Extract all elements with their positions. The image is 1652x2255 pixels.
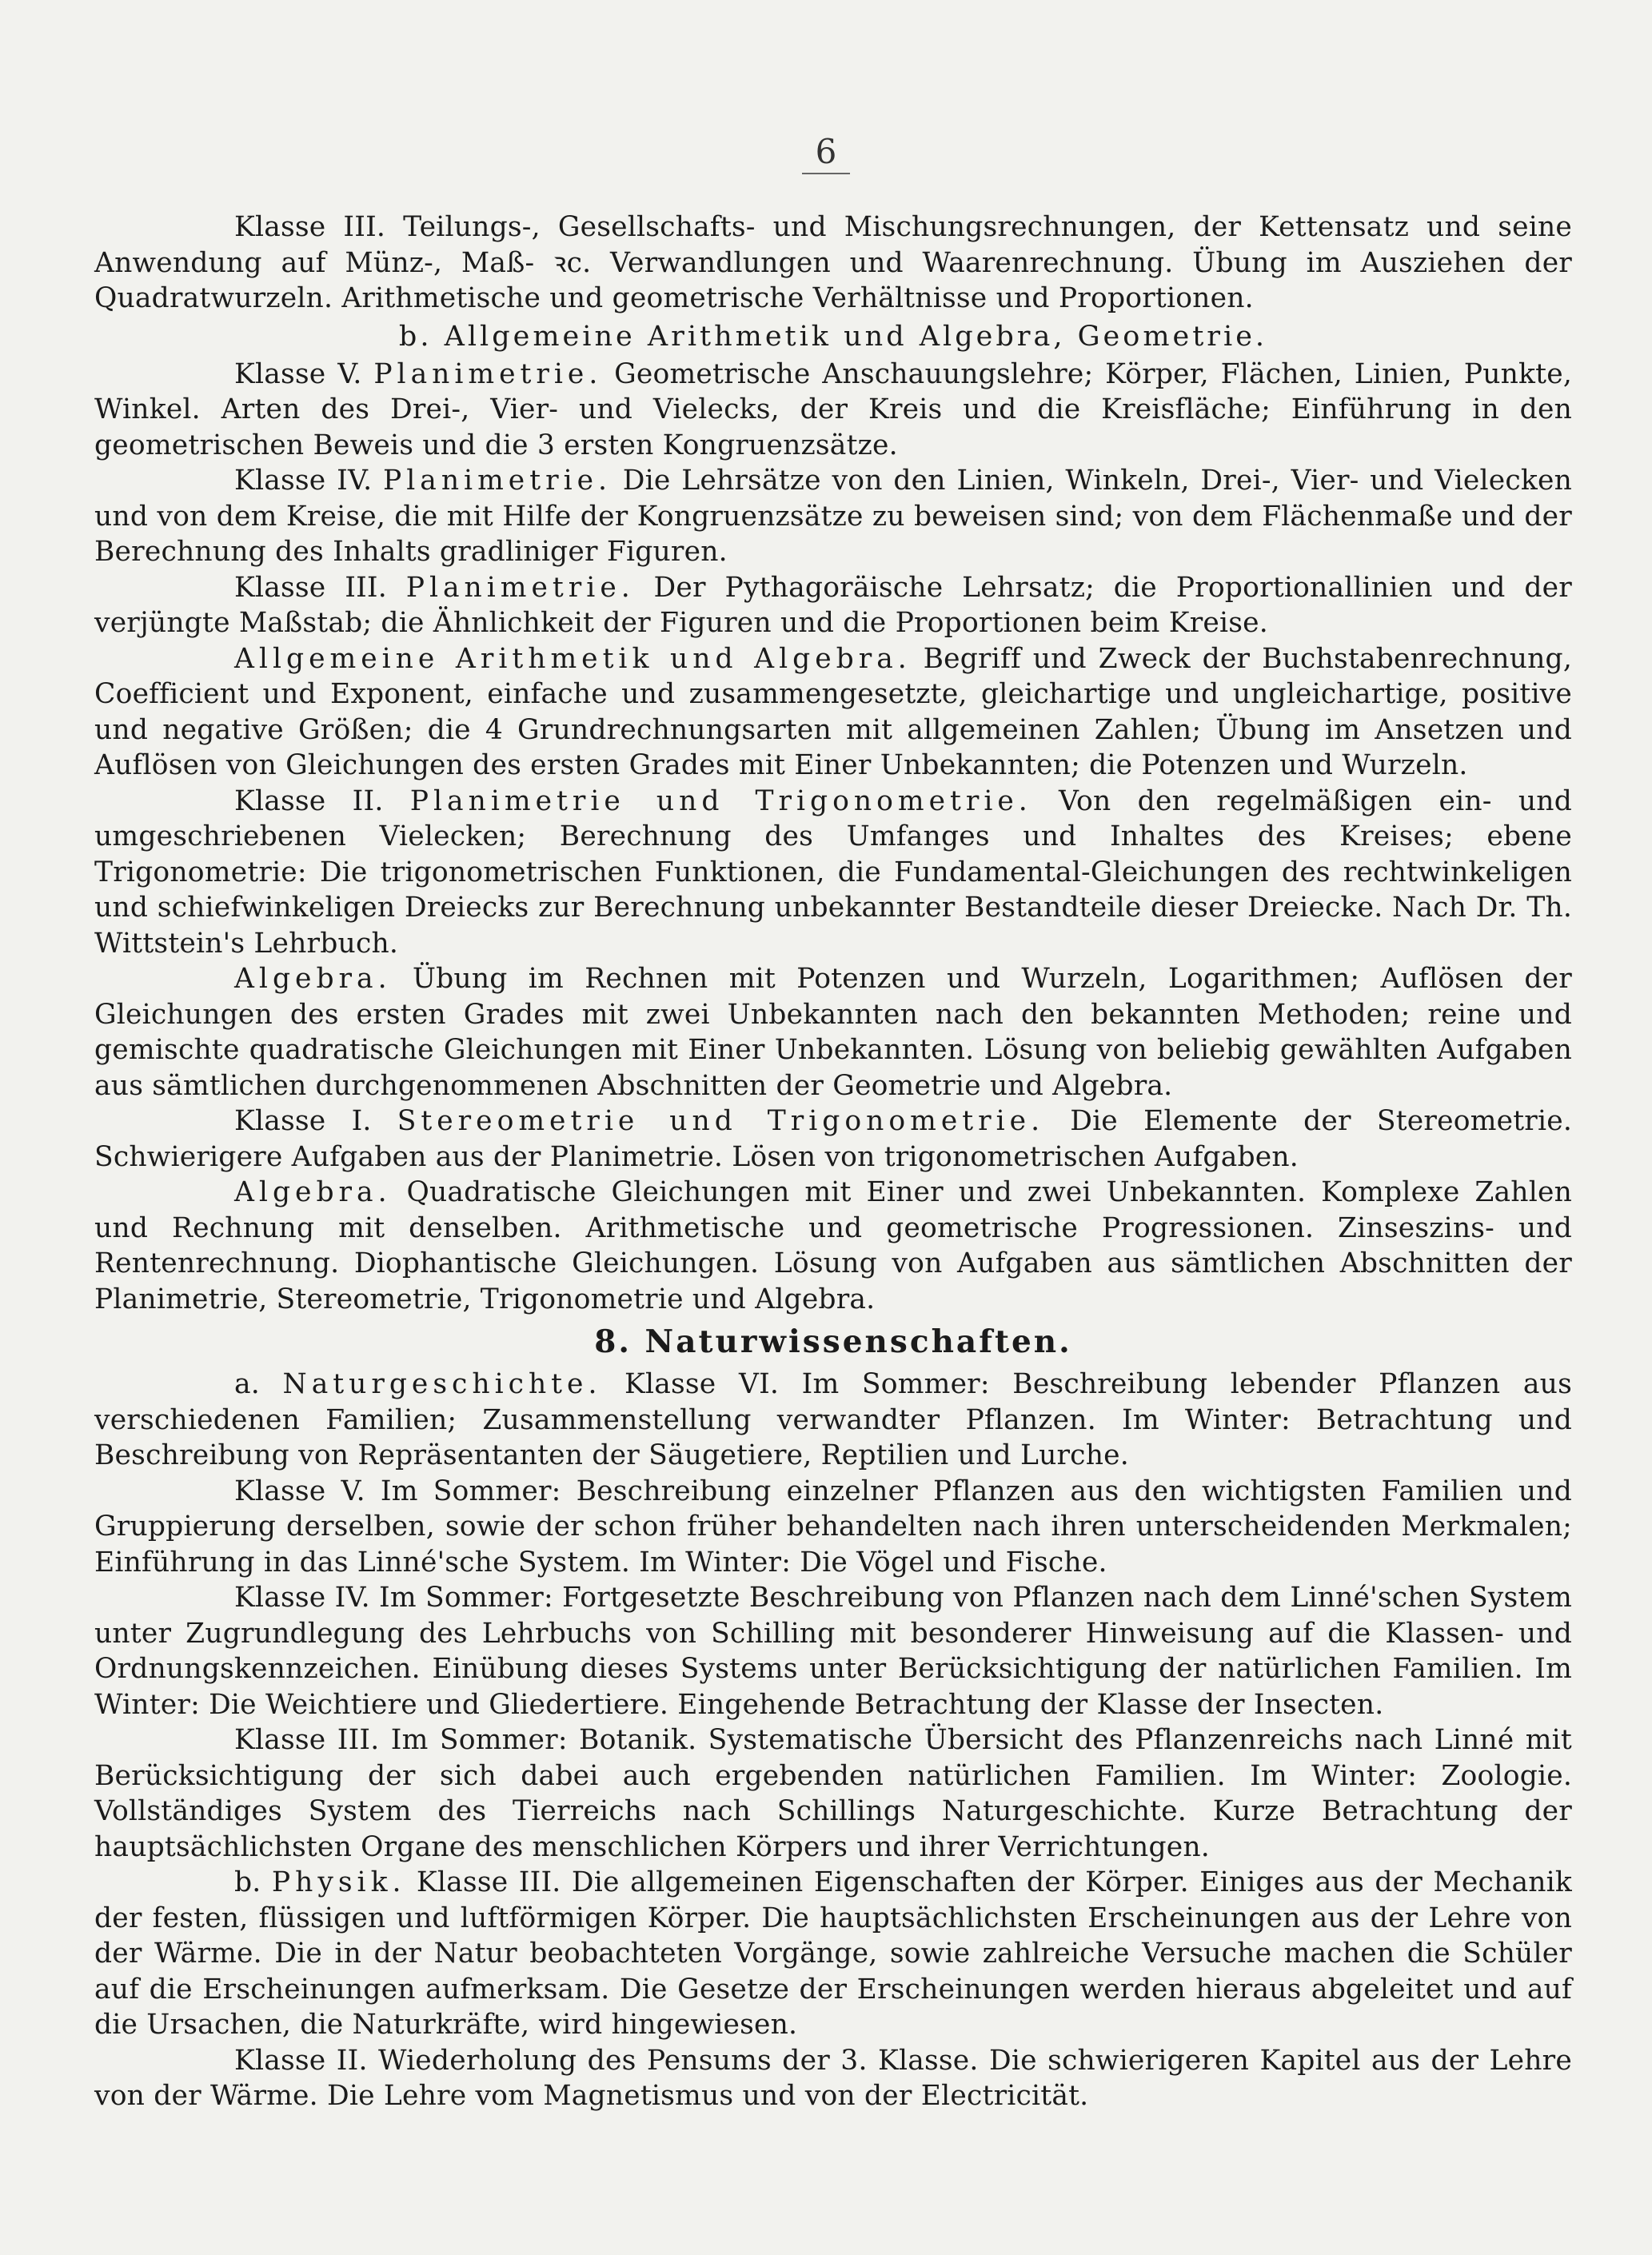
paragraph-b-arithmetik-algebra	[94, 641, 1572, 784]
paragraph-klasse-iii-arithmetik	[94, 210, 1572, 317]
paragraph-text: Geometrische Anschauungslehre; Körper, Flächen, Linien, Punkte, Winkel. Arten des Drei-, Vier- und Vielecks, der Kreis und die Kreisfläche; Einführung in den geometrischen Beweis und die 3 ersten Kongruenzsätze.	[94, 357, 1572, 461]
section-heading-naturwissenschaften: 8. Naturwissenschaften.	[594, 1323, 1072, 1360]
subheading-b: b. Allgemeine Arithmetik und Algebra, Geometrie.	[398, 320, 1268, 353]
paragraph-topic: Algebra.	[234, 1176, 392, 1208]
paragraph-text: Klasse III. Die allgemeinen Eigenschaften der Körper. Einiges aus der Mechanik der festen, flüssigen und luftförmigen Körper. Die hauptsächlichsten Erscheinungen aus der Lehre von der Wärme. Die in der Natur beobachteten Vorgänge, sowie zahlreiche Versuche machen die Schüler auf die Erscheinungen aufmerksam. Die Gesetze der Erscheinungen werden hieraus abgeleitet und auf die Ursachen, die Naturkräfte, wird hingewiesen.	[94, 1866, 1572, 2041]
paragraph-text: Die Elemente der Stereometrie. Schwierigere Aufgaben aus der Planimetrie. Lösen von trigonometrischen Aufgaben.	[94, 1105, 1572, 1173]
paragraph-topic: Planimetrie und Trigonometrie.	[409, 784, 1032, 817]
paragraph-topic: Planimetrie.	[405, 571, 635, 604]
paragraph-lead: Klasse II.	[234, 784, 384, 817]
paragraph-naturgeschichte-klasse-vi	[94, 1367, 1572, 1474]
paragraph-b-klasse-ii	[94, 784, 1572, 962]
paragraph-topic: Planimetrie.	[373, 357, 603, 390]
paragraph-naturgeschichte-klasse-v	[94, 1474, 1572, 1581]
paragraph-text: Der Pythagoräische Lehrsatz; die Proportionallinien und der verjüngte Maßstab; die Ähnlichkeit der Figuren und die Proportionen beim Kreise.	[94, 571, 1572, 639]
paragraph-lead: Klasse IV.	[234, 1582, 370, 1614]
paragraph-text: Im Sommer: Botanik. Systematische Übersicht des Pflanzenreichs nach Linné mit Berücksichtigung der sich dabei auch ergebenden natürlichen Familien. Im Winter: Zoologie. Vollständiges System des Tierreichs nach Schillings Naturgeschichte. Kurze Betrachtung der hauptsächlichsten Organe des menschlichen Körpers und ihrer Verrichtungen.	[94, 1724, 1572, 1863]
paragraph-naturgeschichte-klasse-iv	[94, 1580, 1572, 1722]
paragraph-text: Die Lehrsätze von den Linien, Winkeln, Drei-, Vier- und Vielecken und von dem Kreise, die mit Hilfe der Kongruenzsätze zu beweisen sind; von dem Flächenmaße und der Berechnung des Inhalts gradliniger Figuren.	[94, 465, 1573, 568]
paragraph-lead: Klasse III.	[234, 1724, 380, 1756]
paragraph-lead: Klasse IV.	[234, 465, 373, 497]
paragraph-lead: a.	[234, 1368, 260, 1400]
paragraph-b-klasse-iv	[94, 463, 1572, 570]
paragraph-b-klasse-ii-algebra	[94, 961, 1572, 1104]
paragraph-lead: Klasse III.	[234, 571, 387, 604]
paragraph-text: Von den regelmäßigen ein- und umgeschriebenen Vielecken; Berechnung des Umfanges und Inhaltes des Kreises; ebene Trigonometrie: Die trigonometrischen Funktionen, die Fundamental-Gleichungen des rechtwinkeligen und schiefwinkeligen Dreiecks zur Berechnung unbekannter Bestandteile dieser Dreiecke. Nach Dr. Th. Wittstein's Lehrbuch.	[94, 784, 1572, 960]
paragraph-text: Klasse VI. Im Sommer: Beschreibung lebender Pflanzen aus verschiedenen Familien; Zusammenstellung verwandter Pflanzen. Im Winter: Betrachtung und Beschreibung von Repräsentanten der Säugetiere, Reptilien und Lurche.	[94, 1368, 1572, 1471]
paragraph-topic: Naturgeschichte.	[282, 1368, 602, 1400]
paragraph-text: Quadratische Gleichungen mit Einer und zwei Unbekannten. Komplexe Zahlen und Rechnung mit denselben. Arithmetische und geometrische Progressionen. Zinseszins- und Rentenrechnung. Diophantische Gleichungen. Lösung von Aufgaben aus sämtlichen Abschnitten der Planimetrie, Stereometrie, Trigonometrie und Algebra.	[94, 1176, 1572, 1315]
paragraph-lead: Klasse V.	[234, 1475, 365, 1507]
paragraph-topic: Planimetrie.	[383, 465, 612, 497]
paragraph-physik-klasse-ii	[94, 2043, 1572, 2114]
paragraph-text: Begriff und Zweck der Buchstabenrechnung, Coefficient und Exponent, einfache und zusammengesetzte, gleichartige und ungleichartige, positive und negative Größen; die 4 Grundrechnungsarten mit allgemeinen Zahlen; Übung im Ansetzen und Auflösen von Gleichungen des ersten Grades mit Einer Unbekannten; die Potenzen und Wurzeln.	[94, 642, 1573, 781]
paragraph-lead: Klasse III.	[234, 211, 386, 243]
paragraph-topic: Physik.	[271, 1866, 406, 1898]
paragraph-topic: Stereometrie und Trigonometrie.	[397, 1105, 1045, 1137]
paragraph-text: Übung im Rechnen mit Potenzen und Wurzeln, Logarithmen; Auflösen der Gleichungen des ersten Grades mit zwei Unbekannten nach den bekannten Methoden; reine und gemischte quadratische Gleichungen mit Einer Unbekannten. Lösung von beliebig gewählten Aufgaben aus sämtlichen durchgenommenen Abschnitten der Geometrie und Algebra.	[94, 963, 1572, 1102]
paragraph-b-klasse-i	[94, 1104, 1572, 1175]
paragraph-text: Teilungs-, Gesellschafts- und Mischungsrechnungen, der Kettensatz und seine Anwendung auf Münz-, Maß- ꝛc. Verwandlungen und Waarenrechnung. Übung im Ausziehen der Quadratwurzeln. Arithmetische und geometrische Verhältnisse und Proportionen.	[94, 211, 1572, 314]
paragraph-topic: Algebra.	[234, 963, 392, 995]
paragraph-b-klasse-v	[94, 357, 1572, 464]
paragraph-lead: Klasse II.	[234, 2044, 368, 2077]
page-content	[94, 210, 1572, 2114]
paragraph-text: Im Sommer: Fortgesetzte Beschreibung von Pflanzen nach dem Linné'schen System unter Zugrundlegung des Lehrbuchs von Schilling mit besonderer Hinweisung auf die Klassen- und Ordnungskennzeichen. Einübung dieses Systems unter Berücksichtigung der natürlichen Familien. Im Winter: Die Weichtiere und Gliedertiere. Eingehende Betrachtung der Klasse der Insecten.	[94, 1582, 1572, 1721]
paragraph-lead: b.	[234, 1866, 261, 1898]
page-number: 6	[0, 132, 1652, 174]
paragraph-lead: Klasse I.	[234, 1105, 372, 1137]
paragraph-naturgeschichte-klasse-iii	[94, 1722, 1572, 1865]
paragraph-lead: Klasse V.	[234, 357, 362, 390]
paragraph-text: Wiederholung des Pensums der 3. Klasse. Die schwierigeren Kapitel aus der Lehre von der Wärme. Die Lehre vom Magnetismus und von der Electricität.	[94, 2044, 1572, 2112]
paragraph-b-klasse-i-algebra	[94, 1175, 1572, 1317]
paragraph-b-klasse-iii	[94, 570, 1572, 641]
paragraph-text: Im Sommer: Beschreibung einzelner Pflanzen aus den wichtigsten Familien und Gruppierung derselben, sowie der schon früher behandelten nach ihren unterscheidenden Merkmalen; Einführung in das Linné'sche System. Im Winter: Die Vögel und Fische.	[94, 1475, 1572, 1578]
paragraph-topic: Allgemeine Arithmetik und Algebra.	[234, 642, 912, 675]
paragraph-physik-klasse-iii	[94, 1865, 1572, 2043]
